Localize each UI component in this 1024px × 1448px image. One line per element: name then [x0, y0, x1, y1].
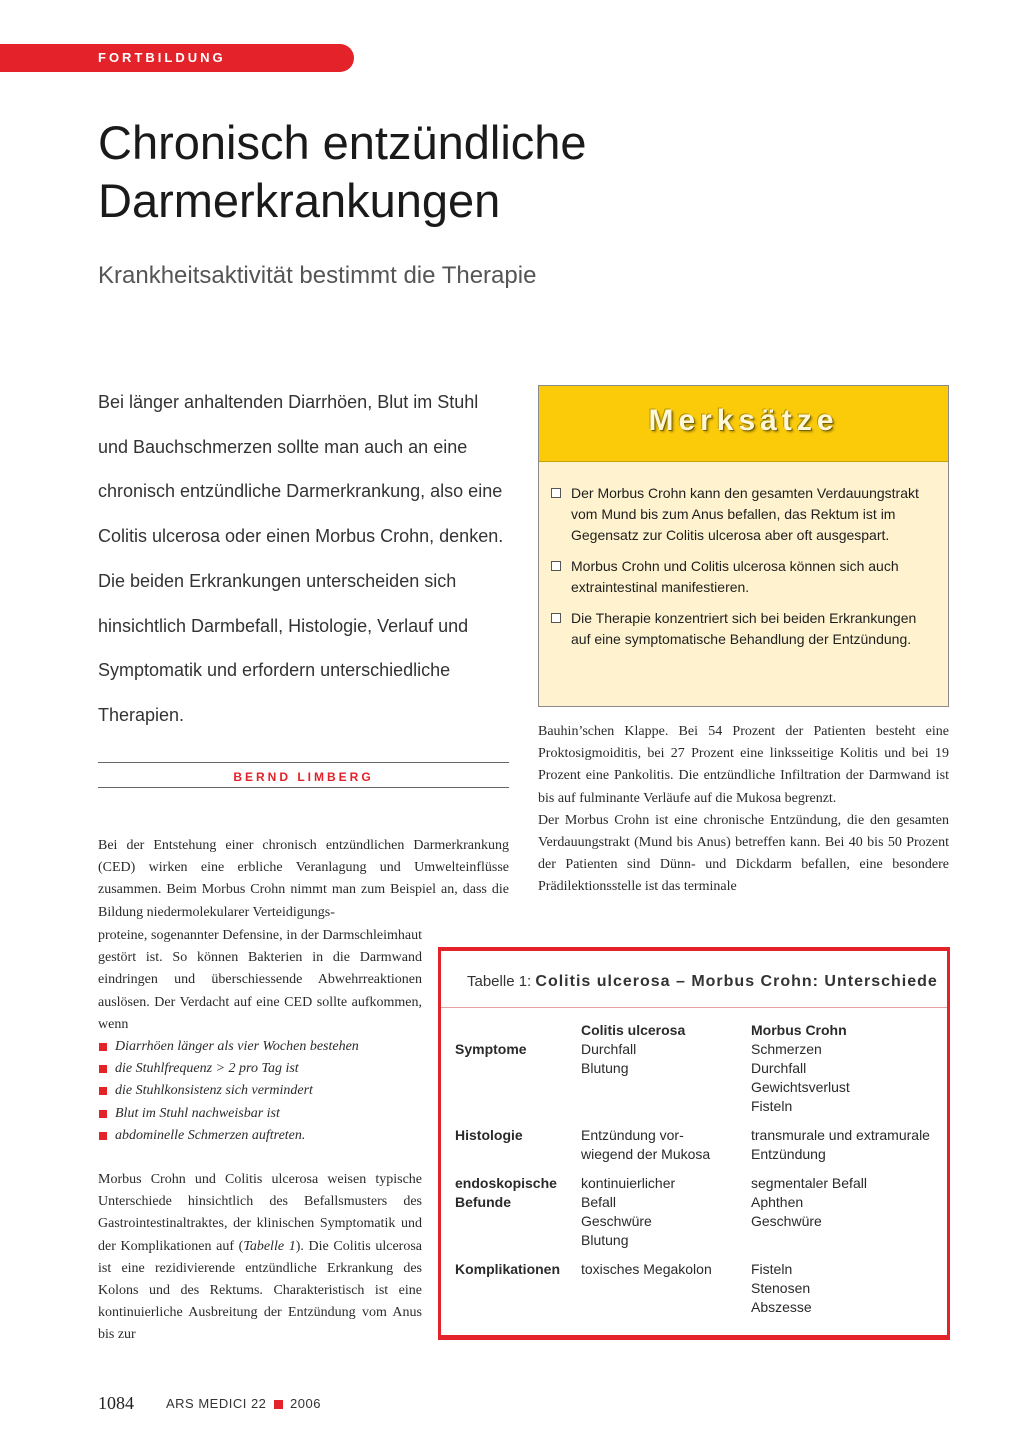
list-item: die Stuhlkonsistenz sich vermindert — [98, 1080, 422, 1102]
article-title — [98, 114, 798, 230]
table-row — [455, 1174, 935, 1260]
list-item: Blut im Stuhl nachweisbar ist — [98, 1103, 422, 1125]
table-caption-title: Colitis ulcerosa – Morbus Crohn: Unterschiede — [535, 973, 938, 990]
article-subtitle: Krankheitsaktivität bestimmt die Therapie — [98, 262, 537, 289]
symptom-list — [98, 1036, 422, 1147]
table-header-cell — [455, 1021, 581, 1040]
publication-year: 2006 — [290, 1396, 321, 1411]
body-column-right — [538, 721, 949, 899]
table-row-label: Symptome — [455, 1041, 527, 1057]
body-paragraph: Bauhin’schen Klappe. Bei 54 Prozent der Patienten besteht eine Proktosigmoiditis, bei 27 Prozent eine linksseitige Kolitis und bei 19 Prozent eine Pankolitis. Die entzündliche Infiltration der Darmwand ist bis auf fulminante Verläufe auf die Mukosa begrenzt. — [538, 724, 949, 806]
lead-paragraph: Bei länger anhaltenden Diarrhöen, Blut im Stuhl und Bauchschmerzen sollte man auch an eine chronisch entzündliche Darmerkrankung, also eine Colitis ulcerosa oder einen Morbus Crohn, denken. Die beiden Erkrankungen unterscheiden sich hinsichtlich Darmbefall, Histologie, Verlauf und Symptomatik und erfordern unterschiedliche Therapien. — [98, 392, 504, 725]
table-header-row — [455, 1021, 935, 1040]
body-paragraph: Bei der Entstehung einer chronisch entzündlichen Darmerkrankung (CED) wirken eine erbliche Veranlagung und Umwelteinflüsse zusammen. Beim Morbus Crohn nimmt man zum Beispiel an, dass die Bildung niedermolekularer Verteidigungs- — [98, 838, 509, 920]
comparison-table-box — [438, 947, 950, 1340]
table-cell: transmurale und extramurale Entzündung — [751, 1127, 930, 1162]
author-name: BERND LIMBERG — [233, 770, 374, 784]
table-cell: toxisches Megakolon — [581, 1261, 712, 1277]
footer-square-icon — [274, 1400, 283, 1409]
checkbox-square-icon — [551, 561, 561, 571]
bullet-square-icon — [99, 1043, 107, 1051]
table-row-label: endoskopische Befunde — [455, 1175, 557, 1210]
list-item: Der Morbus Crohn kann den gesamten Verdauungstrakt vom Mund bis zum Anus befallen, das Rektum ist im Gegensatz zur Colitis ulcerosa aber oft ausgespart. — [549, 483, 934, 546]
section-label: FORTBILDUNG — [98, 50, 226, 65]
bullet-square-icon — [99, 1065, 107, 1073]
author-rule-bottom — [98, 787, 509, 788]
table-row-label: Histologie — [455, 1127, 523, 1143]
table-row — [455, 1040, 935, 1126]
merksaetze-box — [538, 385, 949, 707]
page-number: 1084 — [98, 1393, 134, 1413]
body-paragraph: Morbus Crohn und Colitis ulcerosa weisen typische Unterschiede hinsichtlich des Befallsmusters des Gastrointestinaltraktes, der klinischen Symptomatik und der Komplikationen auf (Tabelle 1). Die Colitis ulcerosa ist eine rezidivierende entzündliche Erkrankung des Kolons und des Rektums. Charakteristisch ist eine kontinuierliche Ausbreitung der Entzündung vom Anus bis zur — [98, 1172, 422, 1343]
merksaetze-list — [549, 483, 934, 660]
table-row-label: Komplikationen — [455, 1261, 561, 1277]
bullet-square-icon — [99, 1087, 107, 1095]
section-banner — [0, 44, 354, 72]
table-divider — [441, 1007, 947, 1008]
merksaetze-header — [539, 386, 948, 462]
table-cell: segmentaler Befall Aphthen Geschwüre — [751, 1175, 867, 1229]
merksaetze-title: Merksätze — [648, 404, 839, 437]
journal-name: ARS MEDICI 22 — [166, 1396, 267, 1411]
table-caption-label: Tabelle 1: — [467, 973, 532, 990]
paragraph-gap — [98, 1147, 422, 1169]
table-header-cell: Morbus Crohn — [751, 1022, 847, 1038]
bullet-square-icon — [99, 1110, 107, 1118]
list-item: Diarrhöen länger als vier Wochen bestehen — [98, 1036, 422, 1058]
author-rule-top — [98, 762, 509, 763]
table-reference: Tabelle 1 — [243, 1238, 296, 1254]
body-column-left-top — [98, 835, 509, 924]
comparison-table — [455, 1021, 935, 1327]
table-cell: Durchfall Blutung — [581, 1041, 637, 1076]
list-item: Morbus Crohn und Colitis ulcerosa können sich auch extraintestinal manifestieren. — [549, 556, 934, 598]
table-cell: Fisteln Stenosen Abszesse — [751, 1261, 812, 1315]
table-caption — [467, 973, 938, 991]
list-item: abdominelle Schmerzen auftreten. — [98, 1125, 422, 1147]
table-cell: Entzündung vor- wiegend der Mukosa — [581, 1127, 711, 1162]
checkbox-square-icon — [551, 613, 561, 623]
list-item: Die Therapie konzentriert sich bei beiden Erkrankungen auf eine symptomatische Behandlung der Entzündung. — [549, 608, 934, 650]
title-line-1: Chronisch entzündliche — [98, 116, 587, 169]
table-cell: kontinuierlicher Befall Geschwüre Blutung — [581, 1175, 676, 1248]
body-paragraph: Der Morbus Crohn ist eine chronische Entzündung, die den gesamten Verdauungstrakt (Mund bis Anus) betreffen kann. Bei 40 bis 50 Prozent der Patienten sind Dünn- und Dickdarm befallen, eine besondere Prädilektionsstelle ist das terminale — [538, 812, 949, 895]
list-item: die Stuhlfrequenz > 2 pro Tag ist — [98, 1058, 422, 1080]
body-column-left-bottom — [98, 925, 422, 1347]
table-row — [455, 1260, 935, 1327]
table-header-cell: Colitis ulcerosa — [581, 1022, 686, 1038]
table-row — [455, 1126, 935, 1174]
bullet-square-icon — [99, 1132, 107, 1140]
title-line-2: Darmerkrankungen — [98, 174, 501, 227]
checkbox-square-icon — [551, 488, 561, 498]
table-cell: Schmerzen Durchfall Gewichtsverlust Fisteln — [751, 1041, 850, 1114]
body-paragraph: proteine, sogenannter Defensine, in der Darmschleimhaut gestört ist. So können Bakterien in die Darmwand eindringen und überschiessende Abwehrreaktionen auslösen. Der Verdacht auf eine CED sollte aufkommen, wenn — [98, 928, 422, 1032]
